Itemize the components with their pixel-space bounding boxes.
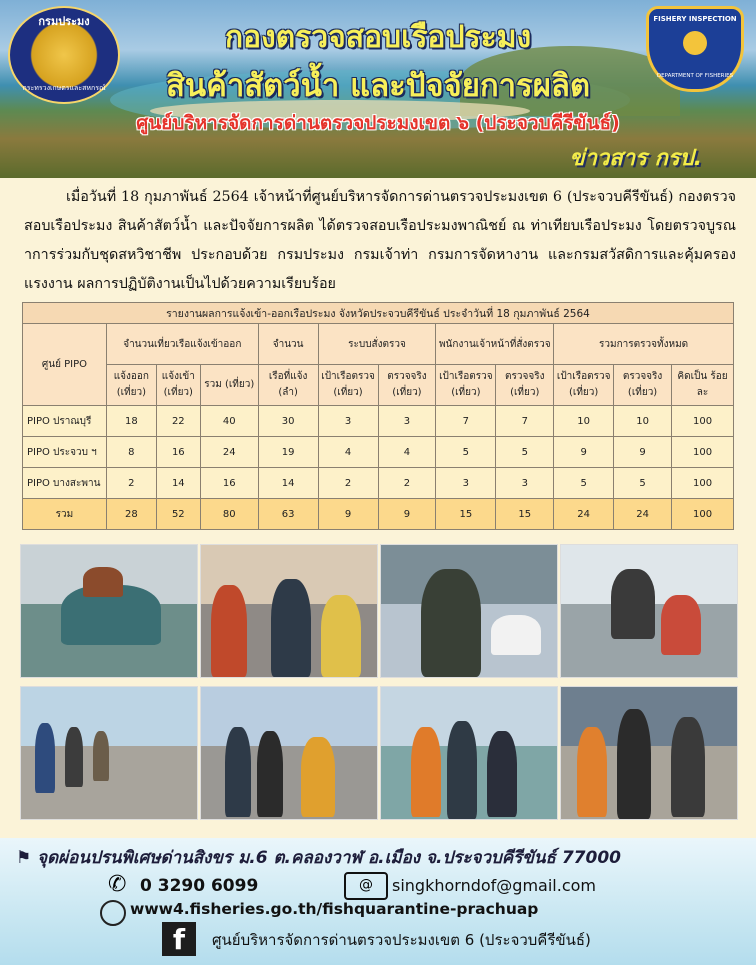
table-cell: 3 — [496, 468, 554, 499]
table-cell: 19 — [258, 437, 318, 468]
table-cell: 5 — [496, 437, 554, 468]
table-cell: 40 — [200, 406, 258, 437]
table-cell: 15 — [436, 499, 496, 530]
subheader: ตรวจจริง (เที่ยว) — [496, 365, 554, 406]
photo-officers-inspection — [200, 544, 378, 678]
seal-bottom-text: กระทรวงเกษตรและสหกรณ์ — [22, 84, 106, 92]
table-cell: 3 — [318, 406, 378, 437]
table-cell: 5 — [554, 468, 614, 499]
subheader: เป้าเรือตรวจ (เที่ยว) — [554, 365, 614, 406]
photo-document-check — [380, 544, 558, 678]
table-cell: 14 — [258, 468, 318, 499]
table-cell: 100 — [672, 468, 734, 499]
subheader: แจ้งเข้า (เที่ยว) — [156, 365, 200, 406]
table-cell: 3 — [378, 406, 436, 437]
table-cell: 24 — [554, 499, 614, 530]
table-cell: 100 — [672, 406, 734, 437]
news-label: ข่าวสาร กรป. — [569, 146, 702, 171]
facebook-page-name[interactable]: ศูนย์บริหารจัดการด่านตรวจประมงเขต 6 (ประจวบคีรีขันธ์) — [212, 931, 591, 949]
photo-dock-officers — [560, 686, 738, 820]
table-cell: 10 — [554, 406, 614, 437]
table-cell: 2 — [318, 468, 378, 499]
table-caption: รายงานผลการแจ้งเข้า-ออกเรือประมง จังหวัดประจวบคีรีขันธ์ ประจำวันที่ 18 กุมภาพันธ์ 2564 — [23, 303, 734, 324]
table-cell: 28 — [106, 499, 156, 530]
table-cell: 2 — [106, 468, 156, 499]
subheader: แจ้งออก (เที่ยว) — [106, 365, 156, 406]
photo-crew-lifevests — [200, 686, 378, 820]
globe-icon — [100, 900, 126, 926]
table-row — [23, 468, 734, 499]
photo-sea-inspection — [380, 686, 558, 820]
table-cell: 7 — [496, 406, 554, 437]
report-table — [22, 302, 734, 530]
table-cell: 24 — [200, 437, 258, 468]
table-cell: 80 — [200, 499, 258, 530]
subheader: เรือที่แจ้ง (ลำ) — [258, 365, 318, 406]
table-cell: 18 — [106, 406, 156, 437]
subheader: ตรวจจริง (เที่ยว) — [614, 365, 672, 406]
photo-vessel-mark — [560, 544, 738, 678]
email-link[interactable]: singkhorndof@gmail.com — [392, 876, 596, 895]
badge-top-text: FISHERY INSPECTION — [653, 15, 737, 23]
table-cell: 52 — [156, 499, 200, 530]
table-cell: 5 — [614, 468, 672, 499]
table-cell: 8 — [106, 437, 156, 468]
table-cell: 16 — [200, 468, 258, 499]
table-cell: 5 — [436, 437, 496, 468]
row-name: PIPO ประจวบ ฯ — [23, 437, 107, 468]
table-cell: 7 — [436, 406, 496, 437]
mail-icon: @ — [344, 872, 388, 900]
table-cell: 16 — [156, 437, 200, 468]
row-name: PIPO บางสะพาน — [23, 468, 107, 499]
website-link[interactable]: www4.fisheries.go.th/fishquarantine-prachuap — [130, 900, 539, 918]
phone-icon: ✆ — [108, 872, 127, 897]
header-count: จำนวน — [258, 324, 318, 365]
table-cell: 9 — [554, 437, 614, 468]
seal-top-text: กรมประมง — [38, 15, 90, 28]
table-cell: 100 — [672, 499, 734, 530]
table-cell: 4 — [318, 437, 378, 468]
page-subtitle: ศูนย์บริหารจัดการด่านตรวจประมงเขต ๖ (ประจวบคีรีขันธ์) — [136, 112, 620, 134]
contact-footer — [0, 838, 756, 965]
row-name: PIPO ปราณบุรี — [23, 406, 107, 437]
phone-number: 0 3290 6099 — [140, 876, 259, 896]
address-line — [16, 844, 621, 871]
subheader: เป้าเรือตรวจ (เที่ยว) — [436, 365, 496, 406]
header-officer: พนักงานเจ้าหน้าที่สั่งตรวจ — [436, 324, 554, 365]
table-cell: 24 — [614, 499, 672, 530]
table-cell: 22 — [156, 406, 200, 437]
subheader: เป้าเรือตรวจ (เที่ยว) — [318, 365, 378, 406]
page-title-line2: สินค้าสัตว์น้ำ และปัจจัยการผลิต — [165, 68, 591, 104]
table-cell: 15 — [496, 499, 554, 530]
subheader: คิดเป็น ร้อยละ — [672, 365, 734, 406]
table-cell: 100 — [672, 437, 734, 468]
header-total: รวมการตรวจทั้งหมด — [554, 324, 734, 365]
subheader: รวม (เที่ยว) — [200, 365, 258, 406]
badge-bottom-text: DEPARTMENT OF FISHERIES — [656, 73, 734, 79]
subheader: ตรวจจริง (เที่ยว) — [378, 365, 436, 406]
table-cell: 9 — [614, 437, 672, 468]
table-cell: 2 — [378, 468, 436, 499]
news-paragraph: เมื่อวันที่ 18 กุมภาพันธ์ 2564 เจ้าหน้าที่ศูนย์บริหารจัดการด่านตรวจประมงเขต 6 (ประจวบคีรีขันธ์) กองตรวจสอบเรือประมง สินค้าสัตว์น้ำ และปัจจัยการผลิต ได้ตรวจสอบเรือประมงพาณิชย์ ณ ท่าเทียบเรือประมง โดยตรวจบูรณาการร่วมกับชุดสหวิชาชีพ ประกอบด้วย กรมประมง กรมเจ้าท่า กรมการจัดหางาน และกรมสวัสดิการและคุ้มครองแรงงาน ผลการปฏิบัติงานเป็นไปด้วยความเรียบร้อย — [24, 189, 736, 292]
table-cell: 4 — [378, 437, 436, 468]
table-cell: 9 — [318, 499, 378, 530]
facebook-icon[interactable]: f — [162, 922, 196, 956]
table-cell: 63 — [258, 499, 318, 530]
table-row-total — [23, 499, 734, 530]
table-cell: 3 — [436, 468, 496, 499]
table-cell: 10 — [614, 406, 672, 437]
header-banner — [0, 0, 756, 178]
header-trips: จำนวนเที่ยวเรือแจ้งเข้าออก — [106, 324, 258, 365]
address-text: จุดผ่อนปรนพิเศษด่านสิงขร ม.6 ต.คลองวาฬ อ.เมือง จ.ประจวบคีรีขันธ์ 77000 — [37, 848, 621, 868]
table-row — [23, 406, 734, 437]
location-pin-icon: ⚑ — [16, 848, 32, 868]
table-cell: 14 — [156, 468, 200, 499]
photo-pier-briefing — [20, 686, 198, 820]
table-cell: 9 — [378, 499, 436, 530]
header-system: ระบบสั่งตรวจ — [318, 324, 436, 365]
table-row — [23, 437, 734, 468]
photo-fishing-boat — [20, 544, 198, 678]
page-title-line1: กองตรวจสอบเรือประมง — [224, 20, 532, 55]
row-name: รวม — [23, 499, 107, 530]
header-center: ศูนย์ PIPO — [23, 324, 107, 406]
table-cell: 30 — [258, 406, 318, 437]
